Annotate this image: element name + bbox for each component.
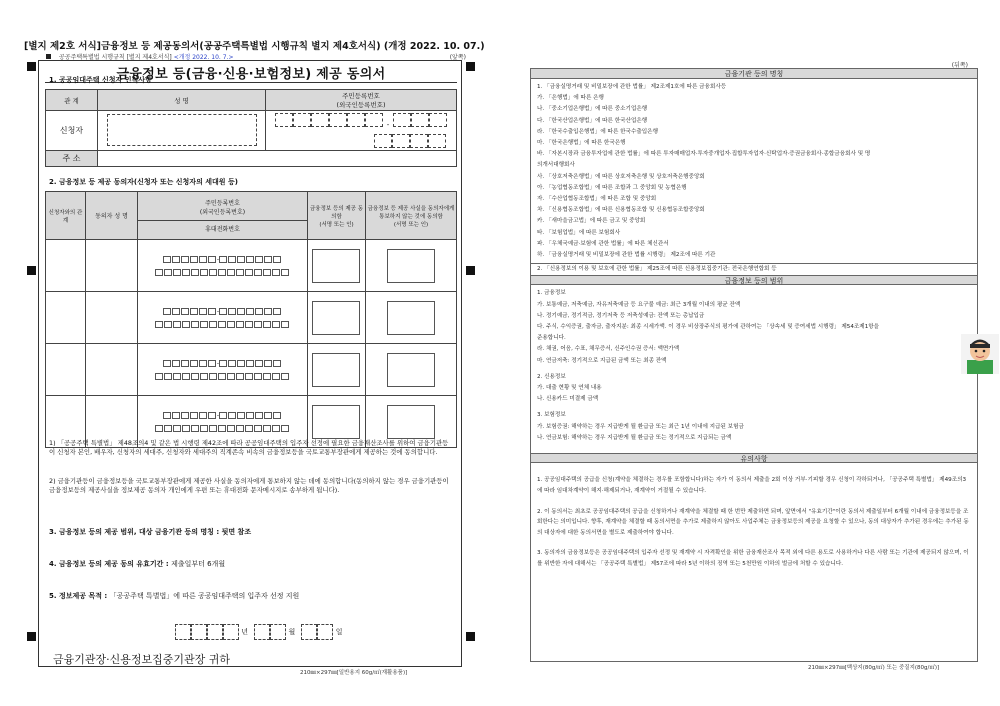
institution-item: 하. 「금융실명거래 및 비밀보장에 관한 법률 시행령」 제2조에 따른 기관: [537, 252, 716, 259]
h-id-sublabel: (외국인등록번호): [199, 209, 246, 216]
col-id-label: 주민등록번호: [342, 92, 380, 100]
applicant-table: [45, 89, 457, 167]
amendment-note: <개정 2022. 10. 7.>: [173, 54, 234, 61]
scope-item: 1. 금융정보: [537, 290, 566, 297]
notify-signature[interactable]: [387, 353, 435, 387]
institution-item: 의개서대행회사: [537, 162, 575, 169]
note-2: 2) 금융기관등이 금융정보등을 국토교통부장관에게 제공한 사실을 동의자에게 통보하지 않는 데에 동의합니다(동의하지 않는 경우 금융기관등이 금융정보등의 제공사실을 정보제공 동의자 개인에게 우편 또는 휴대전화 문자메시지로 송부하게 됩니다).: [49, 477, 449, 494]
front-footer: 210㎜×297㎜[일반용지 60g/㎡(재활용품)]: [300, 670, 408, 676]
applicant-id-cell: -: [266, 111, 457, 151]
day-digit[interactable]: [317, 624, 333, 640]
scope-item: 가. 대출 현황 및 연체 내용: [537, 385, 602, 392]
consenter-table: [45, 191, 457, 448]
institution-item: 아. 「농업협동조합법」에 따른 조합과 그 중앙회 및 농협은행: [537, 184, 687, 191]
notify-signature[interactable]: [387, 301, 435, 335]
consenter-row: [46, 292, 457, 344]
registration-mark: [466, 632, 475, 641]
year-label: 년: [241, 628, 248, 636]
section-4: [49, 559, 225, 569]
relation-field[interactable]: [46, 292, 86, 344]
front-page: [38, 60, 462, 667]
institution-item: 나. 「중소기업은행법」에 따른 중소기업은행: [537, 106, 648, 113]
scope-item: 다. 주식, 수익증권, 출자금, 출자지분: 최종 시세가액. 이 경우 비상장주식의 평가에 관하여는 「상속세 및 증여세법 시행령」 제54조제1항을: [537, 324, 880, 331]
h-consent: [308, 192, 366, 240]
h-id: [138, 192, 308, 240]
section-5-label: 5. 정보제공 목적 :: [49, 592, 108, 600]
registration-mark: [27, 266, 36, 275]
col-name: 성 명: [98, 90, 266, 111]
addressee: 금융기관장·신용정보집중기관장 귀하: [53, 653, 231, 666]
scope-item: 나. 연금보험: 해약하는 경우 지급받게 될 환급금 또는 정기적으로 지급되는 금액: [537, 434, 732, 441]
id-phone-field[interactable]: -: [138, 240, 308, 292]
caution-item: 2. 이 동의서는 최초로 공공임대주택의 공급을 신청하거나 재계약을 체결할 때 한 번만 제출하면 되며, 앞면에서 "유효기간"이란 동의서 제출일부터 6개월 이내에 금융정보등을 조회한다는 의미입니다. 향후, 재계약을 체결할 때 동의서면을 추가로 제출하지 않아도 사업주체는 금융정보등의 제공을 요청할 수 있으나, 동의 대상자가 추가된 경우에는 추가된 동의 대상자에 대한 동의서면을 별도로 제출하여야 합니다.: [537, 508, 969, 536]
month-label: 월: [288, 628, 296, 636]
section-1-title: 1. 공공임대주택 신청자 인적사항: [49, 76, 152, 84]
back-footer: 210㎜×297㎜[백상지(80g/㎡) 또는 중질지(80g/㎡)]: [808, 665, 940, 671]
front-tag: (앞쪽): [449, 54, 466, 61]
h-name: 동의자 성 명: [86, 192, 138, 240]
institution-item: 라. 「한국수출입은행법」에 따른 한국수출입은행: [537, 128, 658, 135]
registration-mark: [466, 62, 475, 71]
id-phone-field[interactable]: -: [138, 344, 308, 396]
purpose-value: 「공공주택 특별법」에 따른 공공임대주택의 입주자 선정 지원: [109, 592, 300, 600]
id-phone-field[interactable]: -: [138, 396, 308, 448]
consent-signature[interactable]: [312, 353, 360, 387]
month-digit[interactable]: [254, 624, 270, 640]
section-4-label: 4. 금융정보 등의 제공 동의 유효기간 :: [49, 560, 169, 568]
page-title: 금융정보 등(금융·신용·보험정보) 제공 동의서: [116, 67, 386, 82]
year-digit[interactable]: [175, 624, 191, 640]
cautions-list: [531, 463, 977, 569]
registration-mark: [27, 632, 36, 641]
institutions-heading: 금융기관 등의 명칭: [531, 69, 977, 79]
h-phone: 휴대전화번호: [138, 220, 307, 233]
institution-item: 가. 「은행법」에 따른 은행: [537, 95, 604, 102]
institution-item: 사. 「상호저축은행법」에 따른 상호저축은행 및 상호저축은행중앙회: [537, 173, 705, 180]
institution-item: 파. 「우체국예금·보험에 관한 법률」에 따른 체신관서: [537, 240, 669, 247]
relation-field[interactable]: [46, 344, 86, 396]
scope-item: 마. 연금저축: 정기적으로 지급된 금액 또는 최종 잔액: [537, 357, 667, 364]
note-1: 1) 「공공주택 특별법」 제48조의4 및 같은 법 시행령 제42조에 따라 공공임대주택의 입주자 선정에 필요한 금융재산조사를 위하여 금융기관등이 신청자 본인, 배우자, 신청자의 세대주, 신청자와 세대주의 직계존속 비속의 금융정보등을 국토교통부장관에게 제공하는 것에 동의합니다.: [49, 439, 449, 456]
registration-mark: [466, 266, 475, 275]
caution-item: 3. 동의자의 금융정보등은 공공임대주택의 입주자 선정 및 재계약 시 자격확인을 위한 금융재산조사 목적 외에 다른 용도로 사용하거나 다른 사람 또는 기관에 제공되지 않으며, 이를 위반한 자에 대해서는 「공공주택 특별법」 제57조에 따라 5년 이하의 징역 또는 5천만원 이하의 벌금에 처할 수 있습니다.: [537, 550, 969, 568]
name-field[interactable]: [86, 240, 138, 292]
year-digit[interactable]: [223, 624, 239, 640]
institution-item: 차. 「신용협동조합법」에 따른 신용협동조합 및 신용협동조합중앙회: [537, 207, 705, 214]
row-address: 주 소: [46, 151, 98, 167]
name-field[interactable]: [86, 344, 138, 396]
scope-item: 가. 보험증권: 해약하는 경우 지급받게 될 환급금 또는 최근 1년 이내에 지급된 보험금: [537, 423, 744, 430]
h-relation: 신청자와의 관 계: [46, 192, 86, 240]
id-phone-field[interactable]: -: [138, 292, 308, 344]
col-id-sublabel: (외국인등록번호): [336, 101, 386, 109]
scope-item: 라. 채권, 어음, 수표, 채무증서, 신주인수권 증서: 액면가액: [537, 346, 680, 353]
section-2-title: 2. 금융정보 등 제공 동의자(신청자 또는 신청자의 세대원 등): [49, 178, 238, 186]
section-3: 3. 금융정보 등의 제공 범위, 대상 금융기관 등의 명칭 : 뒷면 참조: [49, 528, 252, 536]
year-digit[interactable]: [207, 624, 223, 640]
row-applicant: 신청자: [46, 111, 98, 151]
notify-signature[interactable]: [387, 405, 435, 439]
scope-item: 준용합니다.: [537, 335, 566, 342]
caution-item: 1. 공공임대주택의 공급을 신청(계약을 체결하는 경우를 포함합니다)하는 자가 이 동의서 제출을 2회 이상 거부·기피할 경우 신청이 각하되거나, 「공공주택 특별법」 제49조의3에 따라 임대차계약이 해지·해제되거나, 재계약이 거절될 수 있습니다.: [537, 477, 967, 495]
consent-signature[interactable]: [312, 405, 360, 439]
consent-signature[interactable]: [312, 249, 360, 283]
h-notify: [366, 192, 457, 240]
month-digit[interactable]: [270, 624, 286, 640]
col-id: [266, 90, 457, 111]
document-header: [별지 제2호 서식]금융정보 등 제공동의서(공공주택특별법 시행규칙 별지 제4호서식) (개정 2022. 10. 07.): [24, 41, 485, 52]
h-consent-label: 금융정보 등의 제공 동의함: [309, 205, 364, 220]
avatar-icon[interactable]: [961, 334, 999, 374]
year-digit[interactable]: [191, 624, 207, 640]
registration-mark: [27, 62, 36, 71]
scope-heading: 금융정보 등의 범위: [531, 275, 977, 285]
back-tag: (뒤쪽): [951, 62, 968, 69]
notify-signature[interactable]: [387, 249, 435, 283]
institution-item: 카. 「새마을금고법」에 따른 금고 및 중앙회: [537, 218, 646, 225]
scope-item: 가. 보통예금, 저축예금, 자유저축예금 등 요구불 예금: 최근 3개월 이내의 평균 잔액: [537, 301, 741, 308]
scope-item: 2. 신용정보: [537, 373, 566, 380]
col-relation: 관 계: [46, 90, 98, 111]
address-field[interactable]: [98, 151, 457, 167]
form-reference: 공공주택특별법 시행규칙 [별지 제4호서식]: [59, 54, 172, 61]
scope-list: [531, 285, 977, 453]
scope-item: 나. 신용카드 미결제 금액: [537, 396, 599, 403]
consenter-row: [46, 344, 457, 396]
institution-item: 자. 「수산업협동조합법」에 따른 조합 및 중앙회: [537, 196, 657, 203]
h-id-label: 주민등록번호: [205, 200, 240, 207]
institution-item: 다. 「한국산업은행법」에 따른 한국산업은행: [537, 117, 648, 124]
applicant-name-field[interactable]: [107, 114, 257, 146]
institutions-list: [531, 79, 977, 275]
day-label: 일: [335, 628, 343, 636]
square-marker: [46, 54, 51, 59]
institution-item: 1. 「금융실명거래 및 비밀보장에 관한 법률」 제2조제1호에 따른 금융회사등: [537, 84, 727, 90]
validity-value: 제출일부터 6개월: [171, 560, 226, 568]
name-field[interactable]: [86, 292, 138, 344]
h-notify-label: 금융정보 등 제공 사실을 동의자에게 통보하지 않는 것에 동의함: [367, 205, 455, 220]
day-digit[interactable]: [301, 624, 317, 640]
h-notify-sublabel: (서명 또는 인): [393, 221, 429, 228]
consenter-row: [46, 240, 457, 292]
institution-item: 마. 「한국은행법」에 따른 한국은행: [537, 140, 626, 147]
scope-item: 3. 보험정보: [537, 412, 566, 419]
date-fields: [175, 624, 342, 640]
section-5: [49, 591, 299, 601]
h-consent-sublabel: (서명 또는 인): [319, 221, 354, 228]
institution-item: 바. 「자본시장과 금융투자업에 관한 법률」에 따른 투자매매업자·투자중개업자·집합투자업자·신탁업자·증권금융회사·종합금융회사 및 명: [537, 151, 871, 158]
institution-item: 타. 「보험업법」에 따른 보험회사: [537, 229, 621, 236]
back-page: [530, 68, 978, 662]
consent-signature[interactable]: [312, 301, 360, 335]
relation-field[interactable]: [46, 240, 86, 292]
institution-item: 2. 「신용정보의 이용 및 보호에 관한 법률」 제25조에 따른 신용정보집중기관: 전국은행연합회 등: [531, 263, 977, 275]
applicant-name-cell: [98, 111, 266, 151]
scope-item: 나. 정기예금, 정기적금, 정기저축 등 저축성예금: 잔액 또는 총납입금: [537, 312, 705, 319]
cautions-heading: 유의사항: [531, 453, 977, 463]
